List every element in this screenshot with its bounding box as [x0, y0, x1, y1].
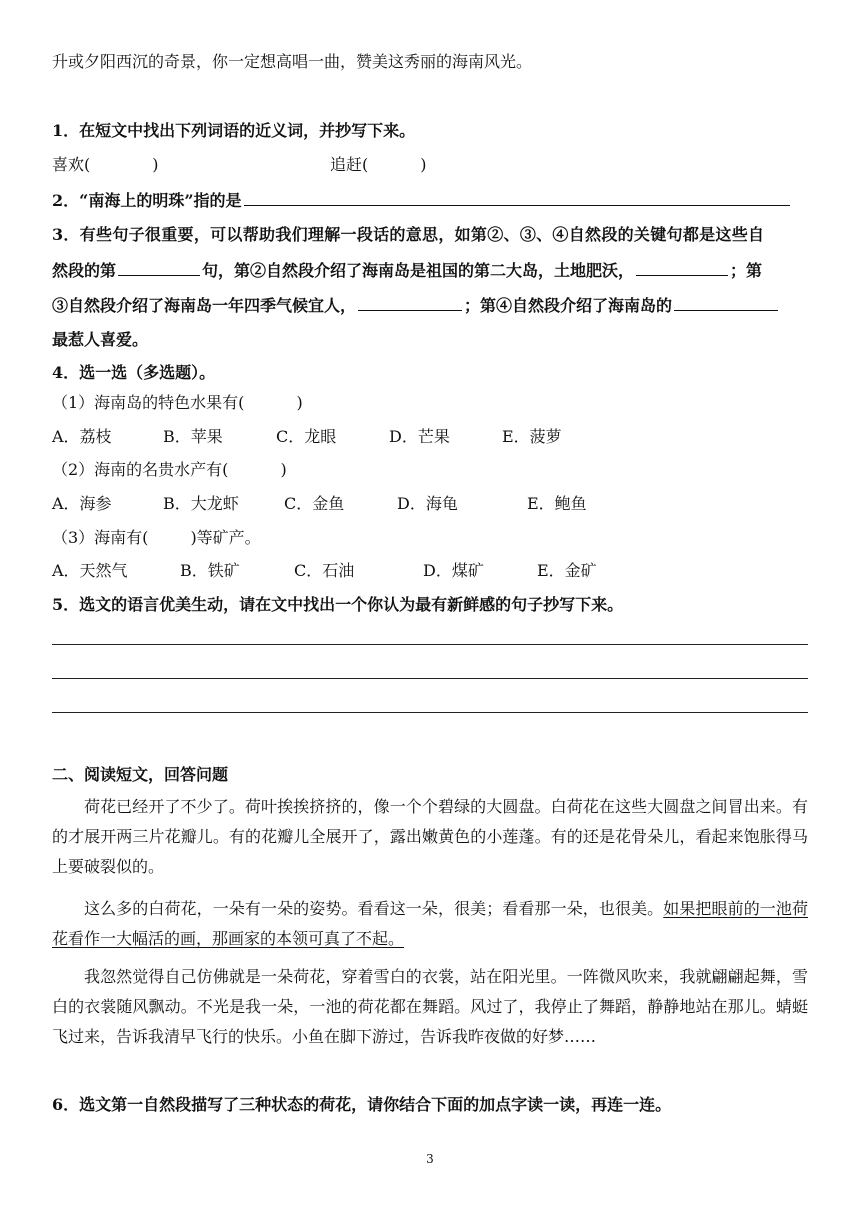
underlined-key-sentence: 如果把眼前的一池荷花看作一大幅活的画，那画家的本领可真了不起。	[52, 899, 808, 948]
question-1-words	[52, 154, 159, 176]
q4-sub-1-option-b[interactable]: B．苹果	[163, 427, 223, 446]
q4-sub-2-option-b[interactable]: B．大龙虾	[163, 494, 239, 513]
page-number: 3	[426, 1152, 434, 1166]
q4-sub-2-question	[52, 459, 287, 481]
question-2-prompt	[52, 189, 792, 212]
question-3-line-2	[52, 259, 762, 282]
question-3-line-4: 最惹人喜爱。	[52, 330, 149, 349]
q3-text-e: ；第④自然段介绍了海南岛的	[464, 296, 673, 315]
question-3-line-3	[52, 294, 780, 317]
passage-paragraph-1	[52, 792, 808, 882]
word-1-close: )	[152, 155, 159, 174]
q4-sub-3-option-c[interactable]: C．石油	[294, 561, 355, 580]
word-2-close: )	[420, 155, 427, 174]
passage-paragraph-2-text: 这么多的白荷花，一朵有一朵的姿势。看看这一朵，很美；看看那一朵，也很美。	[84, 899, 664, 918]
q4-sub-3-question	[52, 527, 261, 549]
q4-sub-2-close: )	[280, 460, 287, 479]
q3-text-d: ③自然段介绍了海南岛一年四季气候宜人，	[52, 296, 357, 315]
q3-blank-3[interactable]	[358, 294, 462, 311]
q4-sub-3-close: )等矿产。	[190, 528, 261, 547]
q3-blank-1[interactable]	[118, 259, 200, 276]
question-4-prompt: 4．选一选（多选题）。	[52, 363, 216, 382]
q4-sub-1-option-d[interactable]: D．芒果	[389, 427, 450, 446]
q4-sub-1-question	[52, 392, 303, 414]
answer-line-1[interactable]	[52, 644, 808, 645]
question-2-text: 2．“南海上的明珠”指的是	[52, 191, 242, 210]
q3-text-a: 然段的第	[52, 261, 117, 280]
section-2-heading: 二、阅读短文，回答问题	[52, 765, 229, 784]
question-1-word-2	[330, 154, 427, 176]
q4-sub-1-option-a[interactable]: A．荔枝	[52, 427, 112, 446]
q4-sub-2-option-a[interactable]: A．海参	[52, 494, 112, 513]
q4-sub-3-option-e[interactable]: E．金矿	[537, 561, 597, 580]
word-1-label: 喜欢(	[52, 155, 91, 174]
q4-sub-3-text: （3）海南有(	[52, 528, 149, 547]
answer-line-3[interactable]	[52, 712, 808, 713]
passage-paragraph-3	[52, 962, 808, 1052]
passage-paragraph-3-text: 我忽然觉得自己仿佛就是一朵荷花，穿着雪白的衣裳，站在阳光里。一阵微风吹来，我就翩翩起舞，雪白的衣裳随风飘动。不光是我一朵，一池的荷花都在舞蹈。风过了，我停止了舞蹈，静静地站在那儿。蜻蜓飞过来，告诉我清早飞行的快乐。小鱼在脚下游过，告诉我昨夜做的好梦……	[52, 967, 808, 1046]
question-3-line-1: 3．有些句子很重要，可以帮助我们理解一段话的意思，如第②、③、④自然段的关键句都是这些自	[52, 225, 765, 244]
q4-sub-3-option-d[interactable]: D．煤矿	[423, 561, 484, 580]
q4-sub-1-close: )	[296, 393, 303, 412]
question-1-prompt: 1．在短文中找出下列词语的近义词，并抄写下来。	[52, 121, 416, 140]
question-2-answer-blank[interactable]	[244, 189, 790, 206]
q3-text-c: ；第	[730, 261, 763, 280]
q4-sub-1-option-c[interactable]: C．龙眼	[276, 427, 337, 446]
word-2-label: 追赶(	[330, 155, 369, 174]
q4-sub-1-text: （1）海南岛的特色水果有(	[52, 393, 245, 412]
intro-tail-text: 升或夕阳西沉的奇景，你一定想高唱一曲，赞美这秀丽的海南风光。	[52, 52, 533, 71]
q4-sub-3-option-a[interactable]: A．天然气	[52, 561, 128, 580]
question-6-prompt: 6．选文第一自然段描写了三种状态的荷花，请你结合下面的加点字读一读，再连一连。	[52, 1095, 672, 1114]
q4-sub-3-option-b[interactable]: B．铁矿	[180, 561, 240, 580]
q4-sub-2-option-c[interactable]: C．金鱼	[284, 494, 345, 513]
passage-paragraph-2	[52, 894, 808, 954]
q3-text-b: 句，第②自然段介绍了海南岛是祖国的第二大岛，土地肥沃，	[202, 261, 635, 280]
q4-sub-2-option-e[interactable]: E．鲍鱼	[527, 494, 587, 513]
q3-blank-2[interactable]	[636, 259, 728, 276]
q4-sub-1-option-e[interactable]: E．菠萝	[502, 427, 562, 446]
answer-line-2[interactable]	[52, 678, 808, 679]
q3-blank-4[interactable]	[674, 294, 778, 311]
q4-sub-2-text: （2）海南的名贵水产有(	[52, 460, 229, 479]
passage-paragraph-1-text: 荷花已经开了不少了。荷叶挨挨挤挤的，像一个个碧绿的大圆盘。白荷花在这些大圆盘之间冒出来。有的才展开两三片花瓣儿。有的花瓣儿全展开了，露出嫩黄色的小莲蓬。有的还是花骨朵儿，看起来饱胀得马上要破裂似的。	[52, 797, 808, 876]
question-5-prompt: 5．选文的语言优美生动，请在文中找出一个你认为最有新鲜感的句子抄写下来。	[52, 595, 624, 614]
q4-sub-2-option-d[interactable]: D．海龟	[397, 494, 458, 513]
